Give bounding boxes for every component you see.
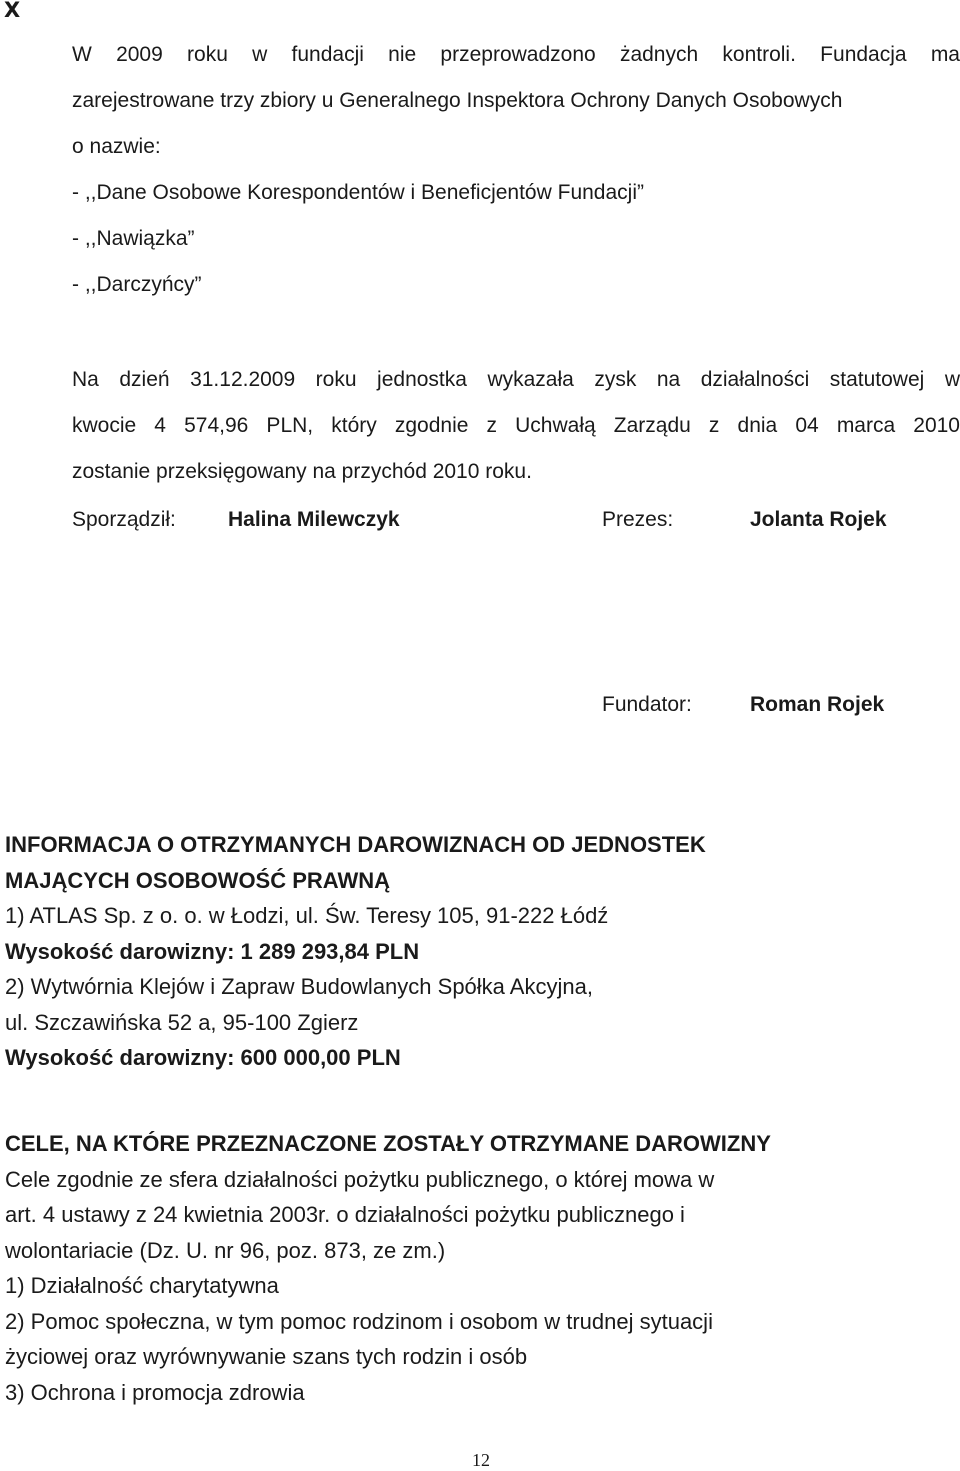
donation-amount-1: Wysokość darowizny: 1 289 293,84 PLN: [5, 938, 420, 964]
prepared-by-name: Halina Milewczyk: [228, 508, 400, 531]
president-label: Prezes:: [602, 508, 674, 531]
intro-line-2: zarejestrowane trzy zbiory u Generalnego Inspektora Ochrony Danych Osobowych: [72, 89, 843, 112]
purpose-item-2-cont: życiowej oraz wyrównywanie szans tych rodzin i osób: [5, 1344, 528, 1369]
corner-mark: X: [4, 0, 21, 22]
profit-paragraph: [72, 357, 960, 495]
registry-item: - ,,Nawiązka”: [72, 227, 195, 250]
founder-name: Roman Rojek: [750, 693, 885, 716]
purposes-line: wolontariacie (Dz. U. nr 96, poz. 873, ze zm.): [5, 1237, 446, 1263]
donor-item-2: 2) Wytwórnia Klejów i Zapraw Budowlanych Spółka Akcyjna,: [5, 974, 593, 999]
donations-section: [5, 827, 706, 1076]
intro-line-1: W 2009 roku w fundacji nie przeprowadzono żadnych kontroli. Fundacja ma: [72, 43, 960, 66]
purpose-item-2: 2) Pomoc społeczna, w tym pomoc rodzinom i osobom w trudnej sytuacji: [5, 1308, 713, 1334]
donations-heading: INFORMACJA O OTRZYMANYCH DAROWIZNACH OD JEDNOSTEK: [5, 832, 706, 857]
donor-item-1: 1) ATLAS Sp. z o. o. w Łodzi, ul. Św. Teresy 105, 91-222 Łódź: [5, 903, 609, 928]
intro-paragraph: [72, 32, 960, 308]
purposes-line: art. 4 ustawy z 24 kwietnia 2003r. o działalności pożytku publicznego i: [5, 1202, 685, 1227]
founder-label: Fundator:: [602, 693, 692, 716]
profit-line-3: zostanie przeksięgowany na przychód 2010 roku.: [72, 460, 532, 483]
registry-item: - ,,Dane Osobowe Korespondentów i Beneficjentów Fundacji”: [72, 181, 644, 204]
donations-heading-cont: MAJĄCYCH OSOBOWOŚĆ PRAWNĄ: [5, 867, 391, 893]
donor-item-2-address: ul. Szczawińska 52 a, 95-100 Zgierz: [5, 1009, 359, 1035]
purpose-item-3: 3) Ochrona i promocja zdrowia: [5, 1379, 305, 1405]
donation-amount-2: Wysokość darowizny: 600 000,00 PLN: [5, 1045, 401, 1070]
profit-line-1: Na dzień 31.12.2009 roku jednostka wykazała zysk na działalności statutowej w: [72, 368, 960, 391]
purposes-line: Cele zgodnie ze sfera działalności pożytku publicznego, o której mowa w: [5, 1166, 715, 1192]
purposes-heading: CELE, NA KTÓRE PRZEZNACZONE ZOSTAŁY OTRZYMANE DAROWIZNY: [5, 1131, 771, 1156]
purpose-item-1: 1) Działalność charytatywna: [5, 1273, 279, 1298]
profit-line-2: kwocie 4 574,96 PLN, który zgodnie z Uchwałą Zarządu z dnia 04 marca 2010: [72, 414, 960, 437]
intro-line-3: o nazwie:: [72, 135, 161, 158]
purposes-section: [5, 1126, 771, 1410]
prepared-by-label: Sporządził:: [72, 508, 176, 531]
president-name: Jolanta Rojek: [750, 508, 887, 531]
page-number: 12: [472, 1450, 490, 1470]
registry-item: - ,,Darczyńcy”: [72, 273, 202, 296]
